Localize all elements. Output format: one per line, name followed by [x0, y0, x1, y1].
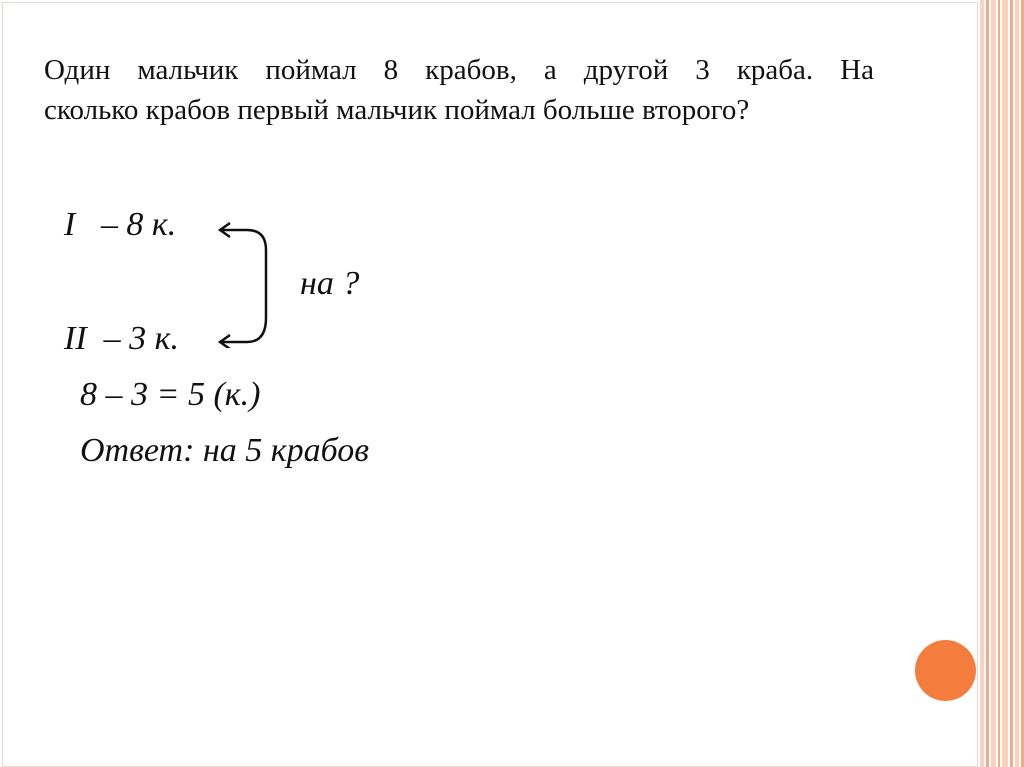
- comparison-bracket-icon: [212, 218, 272, 348]
- orange-circle-decoration: [915, 640, 976, 701]
- answer: Ответ: на 5 крабов: [80, 432, 370, 469]
- decorative-side-stripes: [980, 0, 1024, 767]
- second-boy-row: II – 3 к.: [64, 320, 180, 357]
- problem-text: [44, 50, 874, 130]
- problem-line-1: Один мальчик поймал 8 крабов, а другой 3 краба. На: [44, 54, 874, 86]
- equation: 8 – 3 = 5 (к.): [80, 376, 261, 413]
- first-boy-row: I – 8 к.: [64, 206, 177, 243]
- comparison-label: на ?: [300, 265, 360, 302]
- problem-line-2: сколько крабов первый мальчик поймал больше второго?: [44, 94, 750, 126]
